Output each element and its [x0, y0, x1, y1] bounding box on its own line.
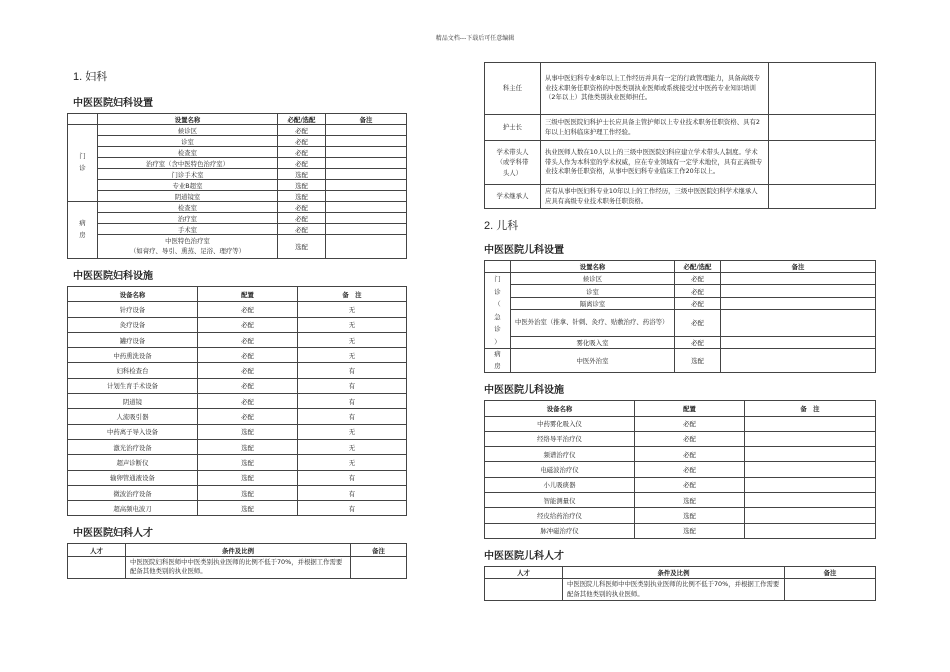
setting-name: 门诊手术室 — [98, 169, 278, 180]
setting-req: 必配 — [675, 285, 721, 297]
equipment-config: 必配 — [198, 378, 298, 393]
equipment-note: 有 — [298, 363, 407, 378]
gyn-talent-title: 中医医院妇科人才 — [73, 528, 153, 540]
equipment-config: 必配 — [198, 363, 298, 378]
section-title-pediatrics: 2. 儿科 — [484, 220, 519, 232]
setting-req: 必配 — [278, 136, 326, 147]
ped-equipment-table — [484, 400, 876, 539]
staff-requirement: 执业医师人数在10人以上的三级中医医院妇科应建立学术带头人制度。学术带头人作为本科室的学术权威，应在专业领域有一定学术地位，具有正高级专业技术职务任职资格，从事中医妇科专业临床工作20年以上。 — [541, 141, 769, 185]
equipment-name: 激光治疗设备 — [68, 439, 198, 454]
equipment-note — [745, 431, 876, 446]
setting-name: 诊室 — [511, 285, 675, 297]
equipment-name: 灸疗设备 — [68, 317, 198, 332]
table-header-cell: 备 注 — [745, 401, 876, 416]
setting-note — [326, 191, 407, 202]
group-label-outpatient: 门 诊 — [68, 125, 98, 202]
table-row — [68, 394, 407, 409]
equipment-config: 选配 — [635, 508, 745, 523]
table-row — [485, 431, 876, 446]
equipment-note — [745, 462, 876, 477]
equipment-config: 选配 — [198, 485, 298, 500]
page-header: 精品文档---下载后可任意编辑 — [435, 35, 515, 42]
ped-talent-title: 中医医院儿科人才 — [484, 550, 564, 562]
equipment-note — [745, 493, 876, 508]
gyn-staff-body — [485, 63, 876, 209]
equipment-note: 无 — [298, 439, 407, 454]
table-header-cell: 设备名称 — [68, 287, 198, 302]
table-row — [68, 213, 407, 224]
setting-req: 必配 — [675, 310, 721, 337]
equipment-config: 选配 — [198, 439, 298, 454]
setting-name: 检查室 — [98, 202, 278, 213]
table-row — [68, 470, 407, 485]
equipment-note: 无 — [298, 348, 407, 363]
equipment-config: 选配 — [635, 523, 745, 538]
table-row — [68, 169, 407, 180]
gyn-equipment-body — [68, 302, 407, 516]
equipment-name: 脉冲磁治疗仪 — [485, 523, 635, 538]
table-header-cell: 备注 — [721, 261, 876, 273]
table-header-row — [68, 544, 407, 556]
ped-settings-table — [484, 260, 876, 373]
table-row — [68, 235, 407, 259]
setting-req: 必配 — [278, 147, 326, 158]
setting-name: 诊室 — [98, 136, 278, 147]
staff-role: 科主任 — [485, 63, 541, 115]
table-header-cell — [68, 114, 98, 125]
setting-note — [326, 202, 407, 213]
equipment-note — [745, 447, 876, 462]
table-header-cell: 备注 — [326, 114, 407, 125]
equipment-note — [745, 416, 876, 431]
table-row — [485, 349, 876, 373]
gyn-staff-table — [484, 62, 876, 209]
equipment-name: 阴道镜 — [68, 394, 198, 409]
equipment-name: 计划生育手术设备 — [68, 378, 198, 393]
table-header-row — [485, 261, 876, 273]
ped-settings-title: 中医医院儿科设置 — [484, 245, 564, 256]
equipment-name: 智能测量仪 — [485, 493, 635, 508]
equipment-note — [745, 508, 876, 523]
equipment-note: 无 — [298, 317, 407, 332]
setting-note — [326, 125, 407, 136]
staff-requirement: 应有从事中医妇科专业10年以上的工作经历，三级中医医院妇科学术继承人应具有高级专业技术职务任职资格。 — [541, 185, 769, 209]
setting-req: 必配 — [278, 213, 326, 224]
table-header-cell: 必配/选配 — [278, 114, 326, 125]
equipment-name: 电磁波治疗仪 — [485, 462, 635, 477]
setting-note — [721, 285, 876, 297]
equipment-name: 罐疗设备 — [68, 332, 198, 347]
setting-req: 必配 — [675, 273, 721, 285]
setting-req: 选配 — [278, 180, 326, 191]
setting-name: 隔离诊室 — [511, 297, 675, 309]
staff-note — [769, 115, 876, 141]
table-row — [485, 310, 876, 337]
table-row — [68, 317, 407, 332]
setting-name: 检查室 — [98, 147, 278, 158]
equipment-note: 无 — [298, 332, 407, 347]
setting-name: 候诊区 — [98, 125, 278, 136]
table-row — [68, 302, 407, 317]
table-row — [68, 180, 407, 191]
equipment-name: 妇科检查台 — [68, 363, 198, 378]
table-header-cell: 设备名称 — [485, 401, 635, 416]
equipment-note: 无 — [298, 455, 407, 470]
table-row — [68, 409, 407, 424]
setting-note — [721, 349, 876, 373]
table-row — [485, 416, 876, 431]
staff-role: 学术带头人 （或学科带 头人） — [485, 141, 541, 185]
table-row — [485, 523, 876, 538]
setting-note — [326, 158, 407, 169]
table-row — [68, 147, 407, 158]
table-row — [68, 348, 407, 363]
equipment-name: 经皮给药治疗仪 — [485, 508, 635, 523]
gyn-settings-table — [67, 113, 407, 259]
setting-name: 中医外治室（推拿、针刺、灸疗、贴敷治疗、药浴等） — [511, 310, 675, 337]
equipment-name: 小儿吸痰器 — [485, 477, 635, 492]
table-row — [68, 202, 407, 213]
setting-name: 候诊区 — [511, 273, 675, 285]
gyn-talent-table — [67, 543, 407, 579]
equipment-name: 输卵管通液设备 — [68, 470, 198, 485]
table-row — [485, 493, 876, 508]
table-row — [485, 579, 876, 601]
setting-name: 阴道镜室 — [98, 191, 278, 202]
table-row — [68, 363, 407, 378]
setting-req: 选配 — [278, 235, 326, 259]
table-header-cell: 设置名称 — [98, 114, 278, 125]
setting-req: 必配 — [675, 336, 721, 348]
talent-condition-text: 中医医院妇科医师中中医类别执业医师的比例不低于70%，并根据工作需要配备其他类别的执业医师。 — [126, 556, 351, 578]
table-row — [485, 447, 876, 462]
gyn-equipment-title: 中医医院妇科设施 — [73, 271, 153, 282]
setting-note — [721, 336, 876, 348]
table-header-cell: 配置 — [635, 401, 745, 416]
equipment-name: 中药离子导入设备 — [68, 424, 198, 439]
setting-note — [326, 235, 407, 259]
equipment-config: 选配 — [198, 470, 298, 485]
table-row — [68, 125, 407, 136]
table-row — [68, 378, 407, 393]
equipment-config: 必配 — [198, 348, 298, 363]
table-header-cell: 备注 — [785, 566, 876, 578]
staff-note — [769, 185, 876, 209]
setting-name: 专业B超室 — [98, 180, 278, 191]
equipment-note: 有 — [298, 394, 407, 409]
table-row — [485, 336, 876, 348]
equipment-config: 必配 — [635, 477, 745, 492]
setting-note — [326, 213, 407, 224]
equipment-name: 频谱治疗仪 — [485, 447, 635, 462]
talent-role-cell — [485, 579, 563, 601]
equipment-name: 人流吸引器 — [68, 409, 198, 424]
staff-role: 学术继承人 — [485, 185, 541, 209]
equipment-config: 必配 — [198, 302, 298, 317]
equipment-note: 无 — [298, 302, 407, 317]
table-row — [485, 297, 876, 309]
table-row — [485, 462, 876, 477]
ped-equipment-title: 中医医院儿科设施 — [484, 385, 564, 397]
ped-talent-table — [484, 566, 876, 602]
table-header-cell: 备 注 — [298, 287, 407, 302]
table-row — [68, 158, 407, 169]
setting-name: 雾化吸入室 — [511, 336, 675, 348]
setting-name: 治疗室 — [98, 213, 278, 224]
setting-note — [721, 310, 876, 337]
equipment-name: 微波治疗设备 — [68, 485, 198, 500]
equipment-note: 有 — [298, 409, 407, 424]
table-row — [68, 224, 407, 235]
setting-note — [326, 224, 407, 235]
table-row — [68, 136, 407, 147]
setting-name: 治疗室（含中医特色治疗室） — [98, 158, 278, 169]
equipment-config: 选配 — [198, 501, 298, 516]
setting-req: 必配 — [278, 224, 326, 235]
equipment-config: 必配 — [198, 317, 298, 332]
equipment-config: 必配 — [635, 462, 745, 477]
table-row — [68, 191, 407, 202]
setting-req: 必配 — [675, 297, 721, 309]
setting-name: 手术室 — [98, 224, 278, 235]
equipment-note — [745, 523, 876, 538]
talent-note-cell — [785, 579, 876, 601]
table-header-cell: 人才 — [68, 544, 126, 556]
setting-req: 必配 — [278, 125, 326, 136]
setting-note — [721, 297, 876, 309]
left-column — [67, 56, 407, 579]
table-header-row — [485, 401, 876, 416]
setting-req: 选配 — [675, 349, 721, 373]
equipment-config: 必配 — [198, 409, 298, 424]
table-row — [485, 285, 876, 297]
equipment-note: 有 — [298, 470, 407, 485]
equipment-config: 必配 — [198, 394, 298, 409]
table-row — [68, 332, 407, 347]
staff-note — [769, 63, 876, 115]
table-header-row — [485, 566, 876, 578]
setting-note — [326, 169, 407, 180]
table-header-cell: 设置名称 — [511, 261, 675, 273]
staff-requirement: 三级中医医院妇科护士长应具备主管护师以上专业技术职务任职资格、具有2年以上妇科临床护理工作经验。 — [541, 115, 769, 141]
equipment-name: 经络导平治疗仪 — [485, 431, 635, 446]
ped-equipment-body — [485, 416, 876, 538]
table-header-cell: 必配/选配 — [675, 261, 721, 273]
setting-req: 选配 — [278, 169, 326, 180]
equipment-config: 必配 — [635, 447, 745, 462]
equipment-name: 中药雾化吸入仪 — [485, 416, 635, 431]
table-row — [68, 455, 407, 470]
table-header-cell: 条件及比例 — [563, 566, 785, 578]
table-header-row — [68, 114, 407, 125]
table-row — [68, 501, 407, 516]
talent-note-cell — [351, 556, 407, 578]
table-header-cell: 备注 — [351, 544, 407, 556]
table-row — [485, 115, 876, 141]
setting-req: 必配 — [278, 202, 326, 213]
equipment-config: 选配 — [635, 493, 745, 508]
setting-note — [326, 180, 407, 191]
talent-condition-text: 中医医院儿科医师中中医类别执业医师的比例不低于70%，并根据工作需要配备其他类别的执业医师。 — [563, 579, 785, 601]
equipment-name: 超高频电波刀 — [68, 501, 198, 516]
table-header-cell — [485, 261, 511, 273]
equipment-config: 必配 — [198, 332, 298, 347]
setting-name: 中医特色治疗室 （如膏疗、导引、熏蒸、足浴、理疗等） — [98, 235, 278, 259]
table-row — [68, 439, 407, 454]
table-row — [68, 556, 407, 578]
equipment-config: 必配 — [635, 431, 745, 446]
gyn-settings-title: 中医医院妇科设置 — [73, 98, 153, 109]
setting-req: 必配 — [278, 158, 326, 169]
setting-note — [326, 136, 407, 147]
table-header-row — [68, 287, 407, 302]
table-row — [485, 141, 876, 185]
equipment-note: 有 — [298, 485, 407, 500]
group-label-ward: 病 房 — [68, 202, 98, 259]
setting-note — [326, 147, 407, 158]
setting-name: 中医外治室 — [511, 349, 675, 373]
table-row — [68, 424, 407, 439]
staff-requirement: 从事中医妇科专业8年以上工作经历并具有一定的行政管理能力，具备高级专业技术职务任职资格的中医类别执业医师或系统接受过中医药专业知识培训（2年以上）其他类别执业医师担任。 — [541, 63, 769, 115]
equipment-name: 中药熏洗设备 — [68, 348, 198, 363]
staff-role: 护士长 — [485, 115, 541, 141]
group-label-ward: 病 房 — [485, 349, 511, 373]
setting-note — [721, 273, 876, 285]
equipment-name: 针疗设备 — [68, 302, 198, 317]
table-row — [485, 185, 876, 209]
section-title-gynecology: 1. 妇科 — [73, 71, 108, 83]
table-header-cell: 人才 — [485, 566, 563, 578]
talent-role-cell — [68, 556, 126, 578]
table-header-cell: 配置 — [198, 287, 298, 302]
setting-req: 选配 — [278, 191, 326, 202]
equipment-name: 超声诊断仪 — [68, 455, 198, 470]
equipment-note — [745, 477, 876, 492]
right-column — [484, 62, 876, 601]
group-label-outpatient-emergency: 门 诊 （ 急 诊 ） — [485, 273, 511, 349]
equipment-note: 无 — [298, 424, 407, 439]
equipment-note: 有 — [298, 501, 407, 516]
table-row — [485, 63, 876, 115]
gyn-equipment-table — [67, 286, 407, 516]
equipment-config: 必配 — [635, 416, 745, 431]
table-row — [485, 508, 876, 523]
staff-note — [769, 141, 876, 185]
table-row — [68, 485, 407, 500]
table-row — [485, 477, 876, 492]
equipment-note: 有 — [298, 378, 407, 393]
equipment-config: 选配 — [198, 455, 298, 470]
table-row — [485, 273, 876, 285]
equipment-config: 选配 — [198, 424, 298, 439]
table-header-cell: 条件及比例 — [126, 544, 351, 556]
